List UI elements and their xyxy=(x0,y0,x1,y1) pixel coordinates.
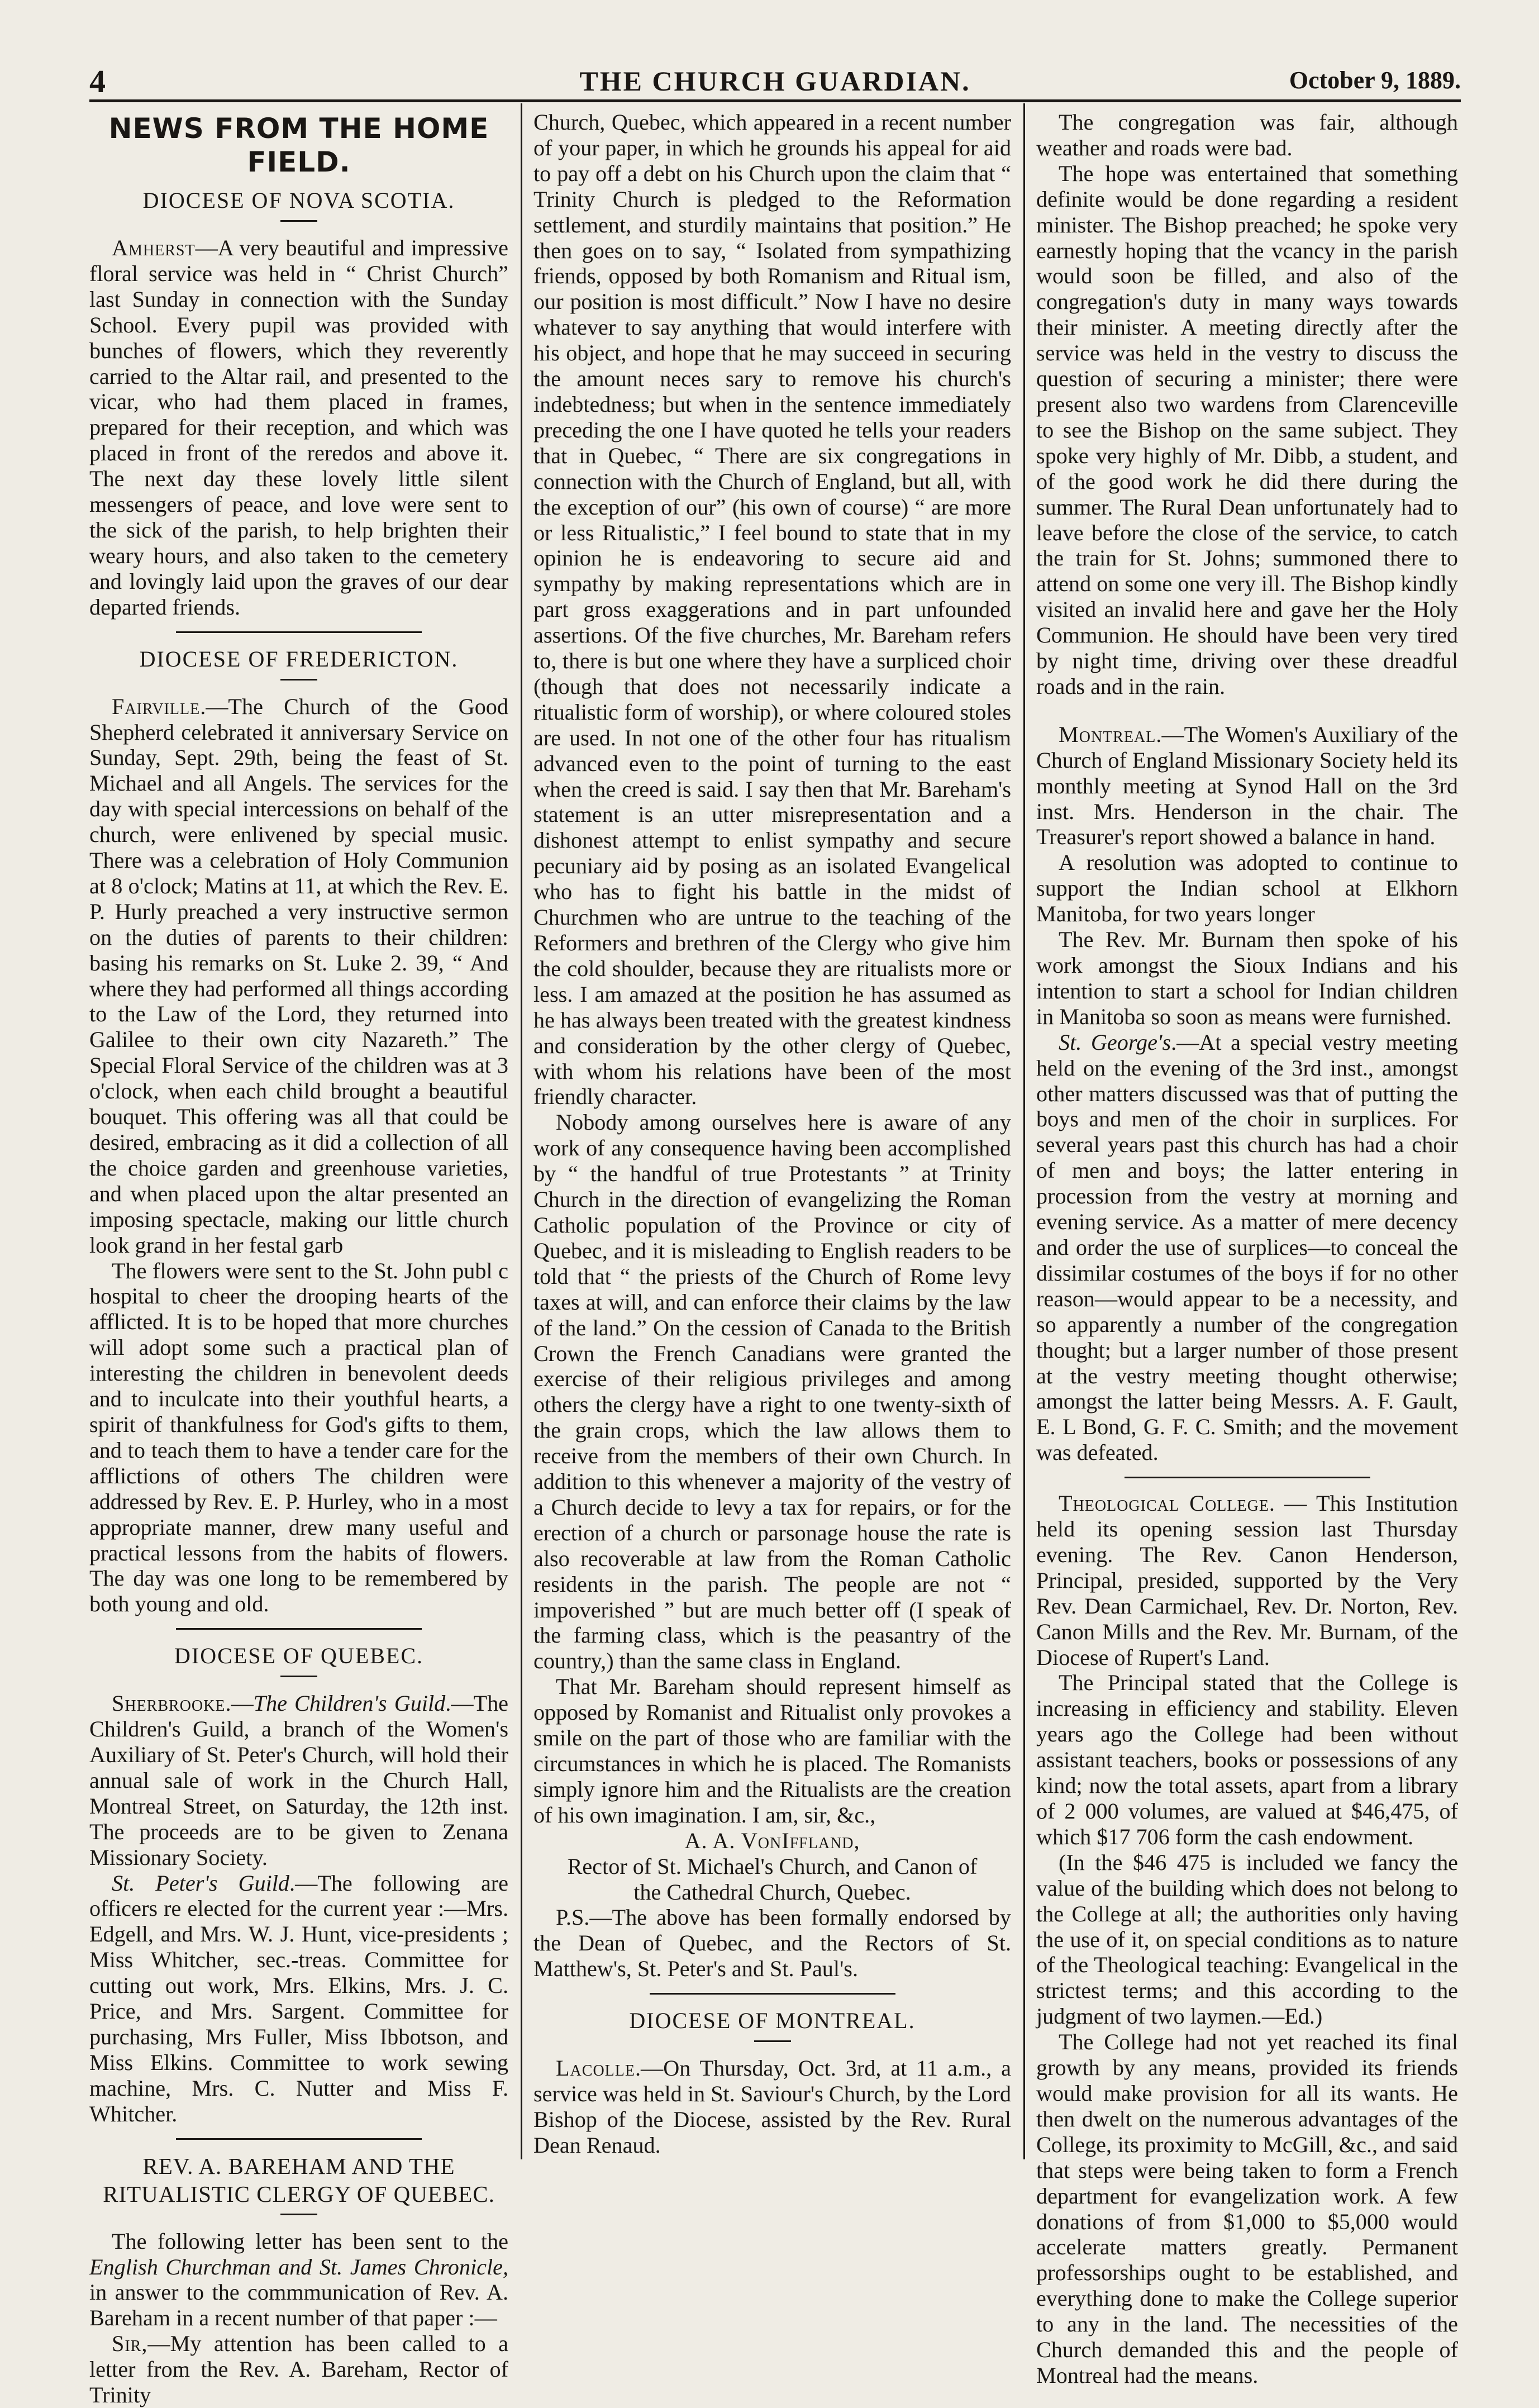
lacolle-para-1: The congregation was fair, although weather and roads were bad. xyxy=(1036,110,1458,160)
section-divider xyxy=(176,1628,422,1630)
signature-line-1: Rector of St. Michael's Church, and Canon of xyxy=(567,1853,978,1879)
letter-intro: The following letter has been sent to the English Churchman and St. James Chronicle, in answer to the commmunication of Rev. A. Bareham in a recent number of that paper :— xyxy=(89,2228,508,2331)
divider xyxy=(280,220,317,222)
place-lacolle: Lacolle xyxy=(556,2055,635,2081)
lacolle-para-2: The hope was entertained that something definite would be done regarding a resident minister. The Bishop preached; he spoke very earnestly hoping that the vcancy in the parish would soon be filled, and also of the congregation's duty in many ways towards their minister. A meeting directly after the service was held in the vestry to discuss the question of securing a minister; there were present also two wardens from Clarenceville to see the Bishop on the same subject. They spoke very highly of Mr. Dibb, a student, and of the good work he did there during the summer. The Rural Dean unfortunately had to leave before the close of the service, to catch the train for St. Johns; summoned there to attend on some one very ill. The Bishop kindly visited an invalid here and gave her the Holy Communion. He should have been very tired by night time, driving over these dreadful roads and in the rain. xyxy=(1036,160,1458,699)
column-rule-2 xyxy=(1023,103,1025,2159)
masthead xyxy=(89,60,1461,99)
college-article: Theological College. — This Institution held its opening session last Thursday evening. The Rev. Canon Henderson, Principal, presided, supported by the Very Rev. Dean Carmichael, Rev. Dr. Norton, Rev. Canon Mills and the Rev. Mr. Burnam, of the Diocese of Rupert's Land. xyxy=(1036,1491,1458,1670)
newspaper-names: English Churchman and St. James Chronicle, xyxy=(89,2254,508,2279)
place-fairville: Fairville xyxy=(112,693,201,719)
letter-para-2: Nobody among ourselves here is aware of any work of any consequence having been accomplished by “ the handful of true Protestants ” at Trinity Church in the direction of evangelizing the Roman Catholic population of the Province or city of Quebec, and it is misleading to English readers to be told that “ the priests of the Church of Rome levy taxes at will, and can enforce their claims by the law of the land.” On the cession of Canada to the British Crown the French Canadians were granted the exercise of their religious privileges and among others the clergy have a right to one twenty-sixth of the grain crops, which the law allows them to receive from the members of their own Church. In addition to this whenever a majority of the vestry of a Church decide to levy a tax for repairs, or for the erection of a church or parsonage house the rate is also recoverable at law from the Roman Catholic residents in the parish. The people are not “ impoverished ” but are much better off (I speak of the farming class, which is the peasantry of the country,) than the same class in England. xyxy=(533,1110,1011,1674)
column-3 xyxy=(1036,110,1458,2388)
place-amherst: Amherst xyxy=(112,235,196,260)
fredericton-title: DIOCESE OF FREDERICTON. xyxy=(139,646,459,672)
section-divider xyxy=(650,1993,895,1995)
montreal-para-3: The Rev. Mr. Burnam then spoke of his work amongst the Sioux Indians and his intention to start a school for Indian children in Manitoba so soon as means were furnished. xyxy=(1036,927,1458,1029)
nova-scotia-title: DIOCESE OF NOVA SCOTIA. xyxy=(142,188,455,213)
section-divider xyxy=(176,631,422,633)
newspaper-title: THE CHURCH GUARDIAN. xyxy=(579,65,971,97)
place-sherbrooke: Sherbrooke xyxy=(112,1691,226,1716)
lacolle-article: Lacolle.—On Thursday, Oct. 3rd, at 11 a.m., a service was held in St. Saviour's Church, by the Lord Bishop of the Diocese, assisted by the Rev. Rural Dean Renaud. xyxy=(533,2055,1011,2158)
divider xyxy=(280,1676,317,1677)
letter-para-3: That Mr. Bareham should represent himself as opposed by Romanist and Ritualist only provokes a smile on the part of those who are familiar with the circumstances in which he is placed. The Romanists simply ignore him and the Ritualists are the creation of his own imagination. I am, sir, &c., xyxy=(533,1674,1011,1828)
page-number: 4 xyxy=(89,63,106,99)
montreal-title: DIOCESE OF MONTREAL. xyxy=(629,2008,916,2034)
section-heading: NEWS FROM THE HOME FIELD. xyxy=(108,112,489,178)
divider xyxy=(280,2214,317,2215)
college-para-2: The Principal stated that the College is increasing in efficiency and stability. Eleven years ago the College had been without assistant teachers, books or possessions of any kind; now the total assets, apart from a library of 2 000 volumes, are valued at $46,475, of which $17 706 form the cash endowment. xyxy=(1036,1670,1458,1849)
st-georges-label: St. George's xyxy=(1059,1029,1171,1055)
montreal-para-2: A resolution was adopted to continue to support the Indian school at Elkhorn Manitoba, for two years longer xyxy=(1036,850,1458,927)
section-divider xyxy=(176,2138,422,2140)
letter-para-1: Church, Quebec, which appeared in a recent number of your paper, in which he grounds his appeal for aid to pay off a debt on his Church upon the claim that “ Trinity Church is pledged to the Reformation settlement, and sturdily maintains that position.” He then goes on to say, “ Isolated from sympathizing friends, opposed by both Romanism and Ritual ism, our position is most difficult.” Now I have no desire whatever to say anything that would interfere with his object, and hope that he may succeed in securing the amount neces sary to remove his church's indebtedness; but when in the sentence immediately preceding the one I have quoted he tells your readers that in Quebec, “ There are six congregations in connection with the Church of England, but all, with the exception of our” (his own of course) “ are more or less Ritualistic,” I feel bound to state that in my opinion he is endeavoring to secure aid and sympathy by making representations which are in part gross exaggerations and in part unfounded assertions. Of the five churches, Mr. Bareham refers to, there is but one where they have a surpliced choir (though that does not necessarily indicate a ritualistic form of worship), or where coloured stoles are used. In not one of the other four has ritualism advanced even to the point of turning to the east when the creed is said. I say then that Mr. Bareham's statement is an utter misrepresentation and a dishonest attempt to enlist sympathy and secure pecuniary aid by posing as an isolated Evangelical who has to fight his battle in the midst of Churchmen who are untrue to the teaching of the Reformers and brethren of the Clergy who give him the cold shoulder, because they are ritualists more or less. I am amazed at the position he has assumed as he has always been treated with the greatest kindness and consideration by the other clergy of Quebec, with whom his relations have been of the most friendly character. xyxy=(533,110,1011,1110)
letter-signature: A. A. VonIffland, xyxy=(684,1828,860,1853)
st-peters-guild-article: St. Peter's Guild.—The following are officers re elected for the current year :—Mrs. Edgell, and Mrs. W. J. Hunt, vice-presidents ; Miss Whitcher, sec.-treas. Committee for cutting out work, Mrs. Elkins, Mrs. J. C. Price, and Mrs. Sargent. Committee for purchasing, Mrs Fuller, Miss Ibbotson, and Miss Elkins. Committee to work sewing machine, Mrs. C. Nutter and Miss F. Whitcher. xyxy=(89,1870,508,2126)
divider xyxy=(754,2040,791,2042)
st-peters-guild-label: St. Peter's Guild xyxy=(112,1870,290,1896)
college-para-3: (In the $46 475 is included we fancy the value of the building which does not belong to the College at all; the authorities only having the use of it, on special conditions as to nature of the Theological teaching: Evangelical in the strictest terms; and this according to the judgment of two laymen.—Ed.) xyxy=(1036,1849,1458,2029)
letter-title: REV. A. BAREHAM AND THE RITUALISTIC CLERGY OF QUEBEC. xyxy=(103,2153,495,2207)
place-college: Theological College xyxy=(1059,1491,1269,1516)
column-1 xyxy=(89,110,508,2408)
column-2 xyxy=(533,110,1011,2158)
letter-body-start: Sir,—My attention has been called to a letter from the Rev. A. Bareham, Rector of Trinity xyxy=(89,2331,508,2408)
issue-date: October 9, 1889. xyxy=(1289,66,1461,94)
salutation: Sir, xyxy=(112,2331,148,2357)
fairville-article-cont: The flowers were sent to the St. John publ c hospital to cheer the drooping hearts of the afflicted. It is to be hoped that more churches will adopt some such a practical plan of interesting the children in benevolent deeds and to inculcate into their youthful hearts, a spirit of thankfulness for God's gifts to them, and to teach them to have a tender care for the afflictions of others The children were addressed by Rev. E. P. Hurley, who in a most appropriate manner, drew many useful and practical lessons from the habits of flowers. The day was one long to be remembered by both young and old. xyxy=(89,1258,508,1617)
place-montreal: Montreal xyxy=(1059,721,1156,747)
column-rule-1 xyxy=(521,103,522,2159)
postscript: P.S.—The above has been formally endorsed by the Dean of Quebec, and the Rectors of St. Matthew's, St. Peter's and St. Paul's. xyxy=(533,1905,1011,1982)
childrens-guild-label: The Children's Guild xyxy=(253,1691,446,1716)
spacer xyxy=(1036,699,1458,722)
montreal-article: Montreal.—The Women's Auxiliary of the Church of England Missionary Society held its monthly meeting at Synod Hall on the 3rd inst. Mrs. Henderson in the chair. The Treasurer's report showed a balance in hand. xyxy=(1036,721,1458,850)
st-georges-article: St. George's.—At a special vestry meeting held on the evening of the 3rd inst., amongst other matters discussed was that of putting the boys and men of the choir in surplices. For several years past this church has had a choir of men and boys; the latter entering in procession from the vestry at morning and evening service. As a matter of mere decency and order the use of surplices—to conceal the dissimilar costumes of the boys if for no other reason—would appear to be a necessity, and so apparently a number of the congregation thought; but a larger number of those present at the vestry meeting thought otherwise; amongst the latter being Messrs. A. F. Gault, E. L Bond, G. F. C. Smith; and the movement was defeated. xyxy=(1036,1029,1458,1465)
section-divider xyxy=(1125,1477,1370,1478)
sherbrooke-article: Sherbrooke.—The Children's Guild.—The Children's Guild, a branch of the Women's Auxiliary of St. Peter's Church, will hold their annual sale of work in the Church Hall, Montreal Street, on Saturday, the 12th inst. The proceeds are to be given to Zenana Missionary Society. xyxy=(89,1691,508,1870)
divider xyxy=(280,679,317,680)
quebec-title: DIOCESE OF QUEBEC. xyxy=(174,1643,424,1669)
fairville-article: Fairville.—The Church of the Good Shepherd celebrated it anniversary Service on Sunday, Sept. 29th, being the feast of St. Michael and all Angels. The services for the day with special intercessions on behalf of the church, were enlivened by special music. There was a celebration of Holy Communion at 8 o'clock; Matins at 11, at which the Rev. E. P. Hurly preached a very instructive sermon on the duties of parents to their children: basing his remarks on St. Luke 2. 39, “ And where they had performed all things according to the Law of the Lord, they returned into Galilee to their own city Nazareth.” The Special Floral Service of the children was at 3 o'clock, when each child brought a beautiful bouquet. This offering was all that could be desired, embracing as it did a collection of all the choice garden and greenhouse varieties, and when placed upon the altar presented an imposing spectacle, making our little church look grand in her festal garb xyxy=(89,693,508,1258)
college-para-4: The College had not yet reached its final growth by any means, provided its friends would make provision for all its wants. He then dwelt on the numerous advantages of the College, its proximity to McGill, &c., and said that steps were being taken to form a French department for evangelization work. A few donations of from $1,000 to $5,000 would accelerate matters greatly. Permanent professorships ought to be established, and everything done to make the College superior to any in the land. The necessities of the Church demanded this and the people of Montreal had the means. xyxy=(1036,2029,1458,2388)
amherst-article: Amherst—A very beautiful and impressive floral service was held in “ Christ Church” last Sunday in connection with the Sunday School. Every pupil was provided with bunches of flowers, which they reverently carried to the Altar rail, and presented to the vicar, who had them placed in frames, prepared for their reception, and which was placed in front of the reredos and above it. The next day these lovely little silent messengers of peace, and love were sent to the sick of the parish, to help brighten their weary hours, and also taken to the cemetery and lovingly laid upon the graves of our dear departed friends. xyxy=(89,235,508,620)
header-rule xyxy=(89,99,1461,102)
signature-line-2: the Cathedral Church, Quebec. xyxy=(633,1879,911,1905)
